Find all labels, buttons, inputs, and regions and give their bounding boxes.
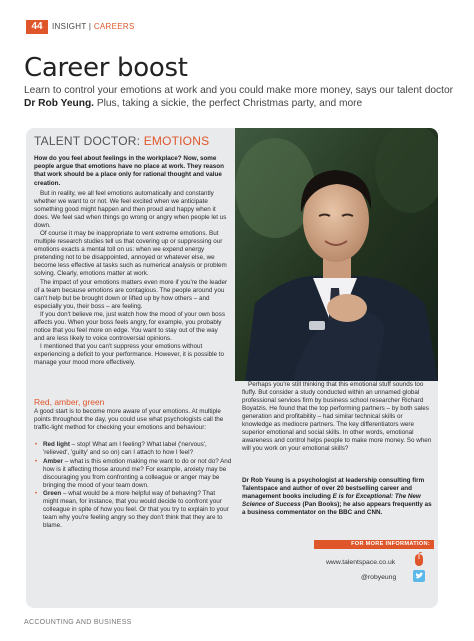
list-item-label: Amber (43, 457, 63, 465)
article-title: Career boost (24, 53, 188, 83)
list-item-label: Green (43, 490, 62, 498)
list-item-text: – stop! What am I feeling? What label ('nervous', 'relieved', 'guilty' and so on) can I attach to how I feel? (43, 441, 207, 457)
list-item-text: – what is this emotion making me want to do or not do? And how is it affecting those around me? For example, anxiety may be discouraging you from confronting a colleague or anger may be bringing the mood of your team down. (43, 457, 232, 489)
list-item (34, 458, 232, 490)
website-link[interactable]: www.talentspace.co.uk (326, 559, 396, 566)
standfirst-text-b: Plus, taking a sickie, the perfect Christmas party, and more (94, 98, 363, 109)
body-paragraph: Perhaps you're still thinking that this emotional stuff sounds too fluffy. But consider a study conducted within an unnamed global professional services firm by business school researcher Richard Boyatzis. He found that the top performing partners – by both sales generation and profitability – had similar technical skills or knowledge as mediocre partners. The key differentiators were superior emotional and social skills. In other words, emotional awareness and control helps people to make more money. So when will you work on your emotional skills? (242, 381, 432, 453)
page-header (0, 0, 474, 38)
kicker-topic: EMOTIONS (143, 134, 210, 148)
talent-doctor-panel (26, 128, 438, 608)
standfirst (24, 84, 464, 110)
body-paragraph: If you don't believe me, just watch how the mood of your own boss affects you. When your boss feels angry, for example, you probably notice that you feel more on edge. You want to stay out of the way and are less likely to voice controversial opinions. (34, 310, 225, 342)
list-item (34, 490, 232, 530)
bullet-icon: • (35, 490, 38, 498)
author-photo (235, 128, 438, 381)
bullet-icon: • (35, 441, 38, 448)
author-bio (242, 477, 432, 517)
body-paragraph: The impact of your emotions matters even more if you're the leader of a team because emotions are contagious. The people around you can't help but be brought down or lifted up by how others – and especially you, their boss – are feeling. (34, 278, 228, 310)
opening-question: How do you feel about feelings in the workplace? Now, some people argue that emotions have no place at work. They reason that work should be a place only for rational thought and value creation. (34, 155, 225, 187)
page-footer: ACCOUNTING AND BUSINESS (24, 619, 132, 626)
panel-kicker (34, 134, 209, 148)
twitter-bird-icon (413, 570, 425, 582)
bio-text-b: (Pan Books); he also appears frequently as a business commentator on the BBC and CNN. (242, 501, 432, 517)
subsection-name: CAREERS (93, 22, 135, 31)
more-info-banner: FOR MORE INFORMATION: (314, 540, 434, 549)
body-column-left (34, 190, 230, 367)
list-item (34, 441, 232, 457)
list-item-label: Red light (43, 441, 70, 448)
kicker-label: TALENT DOCTOR: (34, 134, 144, 148)
section-label (52, 21, 135, 33)
author-portrait-image (235, 128, 438, 381)
body-column-right (242, 381, 432, 453)
traffic-light-list (34, 441, 232, 531)
twitter-handle[interactable]: @robyeung (361, 574, 397, 581)
computer-mouse-icon (413, 552, 425, 567)
author-name: Dr Rob Yeung. (24, 98, 94, 109)
bio-text-a: Dr Rob Yeung is a psychologist at leadership consulting firm Talentspace and author of over 20 bestselling career and management books including (242, 477, 425, 501)
body-paragraph: I mentioned that you can't suppress your emotions without experiencing a deficit to your performance. However, it is possible to manage your mood more effectively. (34, 342, 225, 366)
list-item-text: – what would be a more helpful way of behaving? That might mean, for instance, that you would decide to confront your colleague in spite of how you feel. Or that you try to explain to your team why you're feeling angry so they don't think that they are to blame. (43, 490, 229, 530)
body-paragraph: But in reality, we all feel emotions automatically and constantly whether we want to or not. We feel excited when we anticipate something good might happen and then proud and happy when it does. We feel sad when things go wrong or angry when people let us down. (34, 190, 227, 230)
subheading: Red, amber, green (34, 397, 105, 407)
bullet-icon: • (35, 457, 38, 465)
book-title: E is for Exceptional: The New Science of Success (242, 493, 421, 509)
page-number: 44 (26, 20, 48, 34)
body-paragraph: A good start is to become more aware of your emotions. At multiple points throughout the day, you could use what psychologists call the traffic-light method for checking your emotions and behaviour: (34, 408, 224, 432)
body-paragraph: Of course it may be inappropriate to vent extreme emotions. But multiple research studies tell us that covering up or suppressing our emotions exacts a mental toll on us: when we expend energy pretending not to be disappointed, annoyed or whatever else, we become less effective at tasks such as numerical analysis or problem solving. Clearly, emotions matter at work. (34, 230, 227, 278)
standfirst-text-a: Learn to control your emotions at work and you could make more money, says our talent doctor (24, 85, 454, 96)
section-name: INSIGHT (52, 22, 87, 31)
section-separator: | (86, 22, 94, 31)
